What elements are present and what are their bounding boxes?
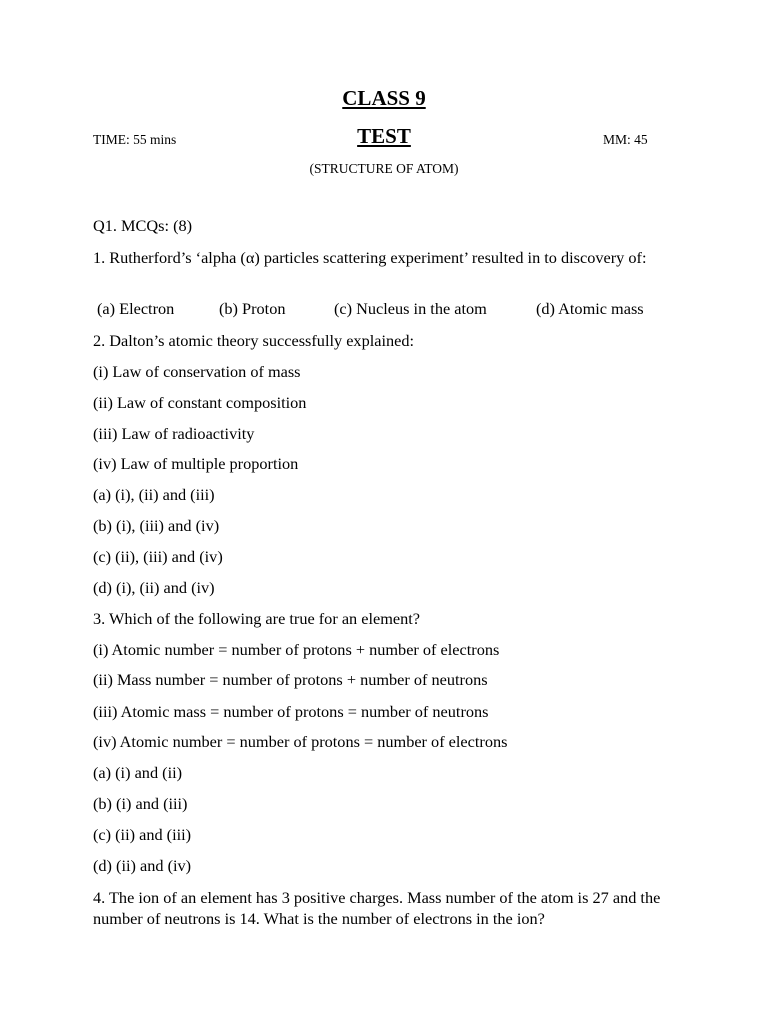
question-1-text: 1. Rutherford’s ‘alpha (α) particles scattering experiment’ resulted in to discovery of:: [93, 248, 647, 267]
paper-subtitle: (STRUCTURE OF ATOM): [309, 161, 459, 176]
q3-option-d: (d) (ii) and (iv): [93, 856, 192, 875]
class-title: CLASS 9: [342, 86, 426, 110]
max-marks-label: MM: 45: [603, 132, 648, 147]
question-3-text: 3. Which of the following are true for an element?: [93, 609, 421, 628]
q3-statement-ii: (ii) Mass number = number of protons + number of neutrons: [93, 670, 488, 689]
q3-statement-iii: (iii) Atomic mass = number of protons = number of neutrons: [93, 702, 489, 721]
q1-option-a: (a) Electron: [97, 299, 175, 318]
q2-statement-i: (i) Law of conservation of mass: [93, 362, 301, 381]
q2-option-b: (b) (i), (iii) and (iv): [93, 516, 220, 535]
q2-statement-ii: (ii) Law of constant composition: [93, 393, 307, 412]
q3-option-c: (c) (ii) and (iii): [93, 825, 192, 844]
q3-statement-iv: (iv) Atomic number = number of protons = number of electrons: [93, 732, 508, 751]
question-4-text: 4. The ion of an element has 3 positive charges. Mass number of the atom is 27 and the number of neutrons is 14. What is the number of electrons in the ion?: [93, 888, 661, 928]
q3-option-a: (a) (i) and (ii): [93, 763, 183, 782]
test-title: TEST: [357, 124, 411, 148]
time-label: TIME: 55 mins: [93, 132, 177, 147]
q2-option-c: (c) (ii), (iii) and (iv): [93, 547, 223, 566]
meta-row: [0, 124, 768, 154]
question-2-text: 2. Dalton’s atomic theory successfully explained:: [93, 331, 415, 350]
q1-option-b: (b) Proton: [219, 299, 286, 318]
q3-statement-i: (i) Atomic number = number of protons + number of electrons: [93, 640, 500, 659]
q1-option-d: (d) Atomic mass: [536, 299, 644, 318]
q2-option-d: (d) (i), (ii) and (iv): [93, 578, 215, 597]
q2-statement-iii: (iii) Law of radioactivity: [93, 424, 255, 443]
q3-option-b: (b) (i) and (iii): [93, 794, 188, 813]
q2-option-a: (a) (i), (ii) and (iii): [93, 485, 215, 504]
q1-option-c: (c) Nucleus in the atom: [334, 299, 487, 318]
q2-statement-iv: (iv) Law of multiple proportion: [93, 454, 299, 473]
section-heading: Q1. MCQs: (8): [93, 216, 193, 235]
